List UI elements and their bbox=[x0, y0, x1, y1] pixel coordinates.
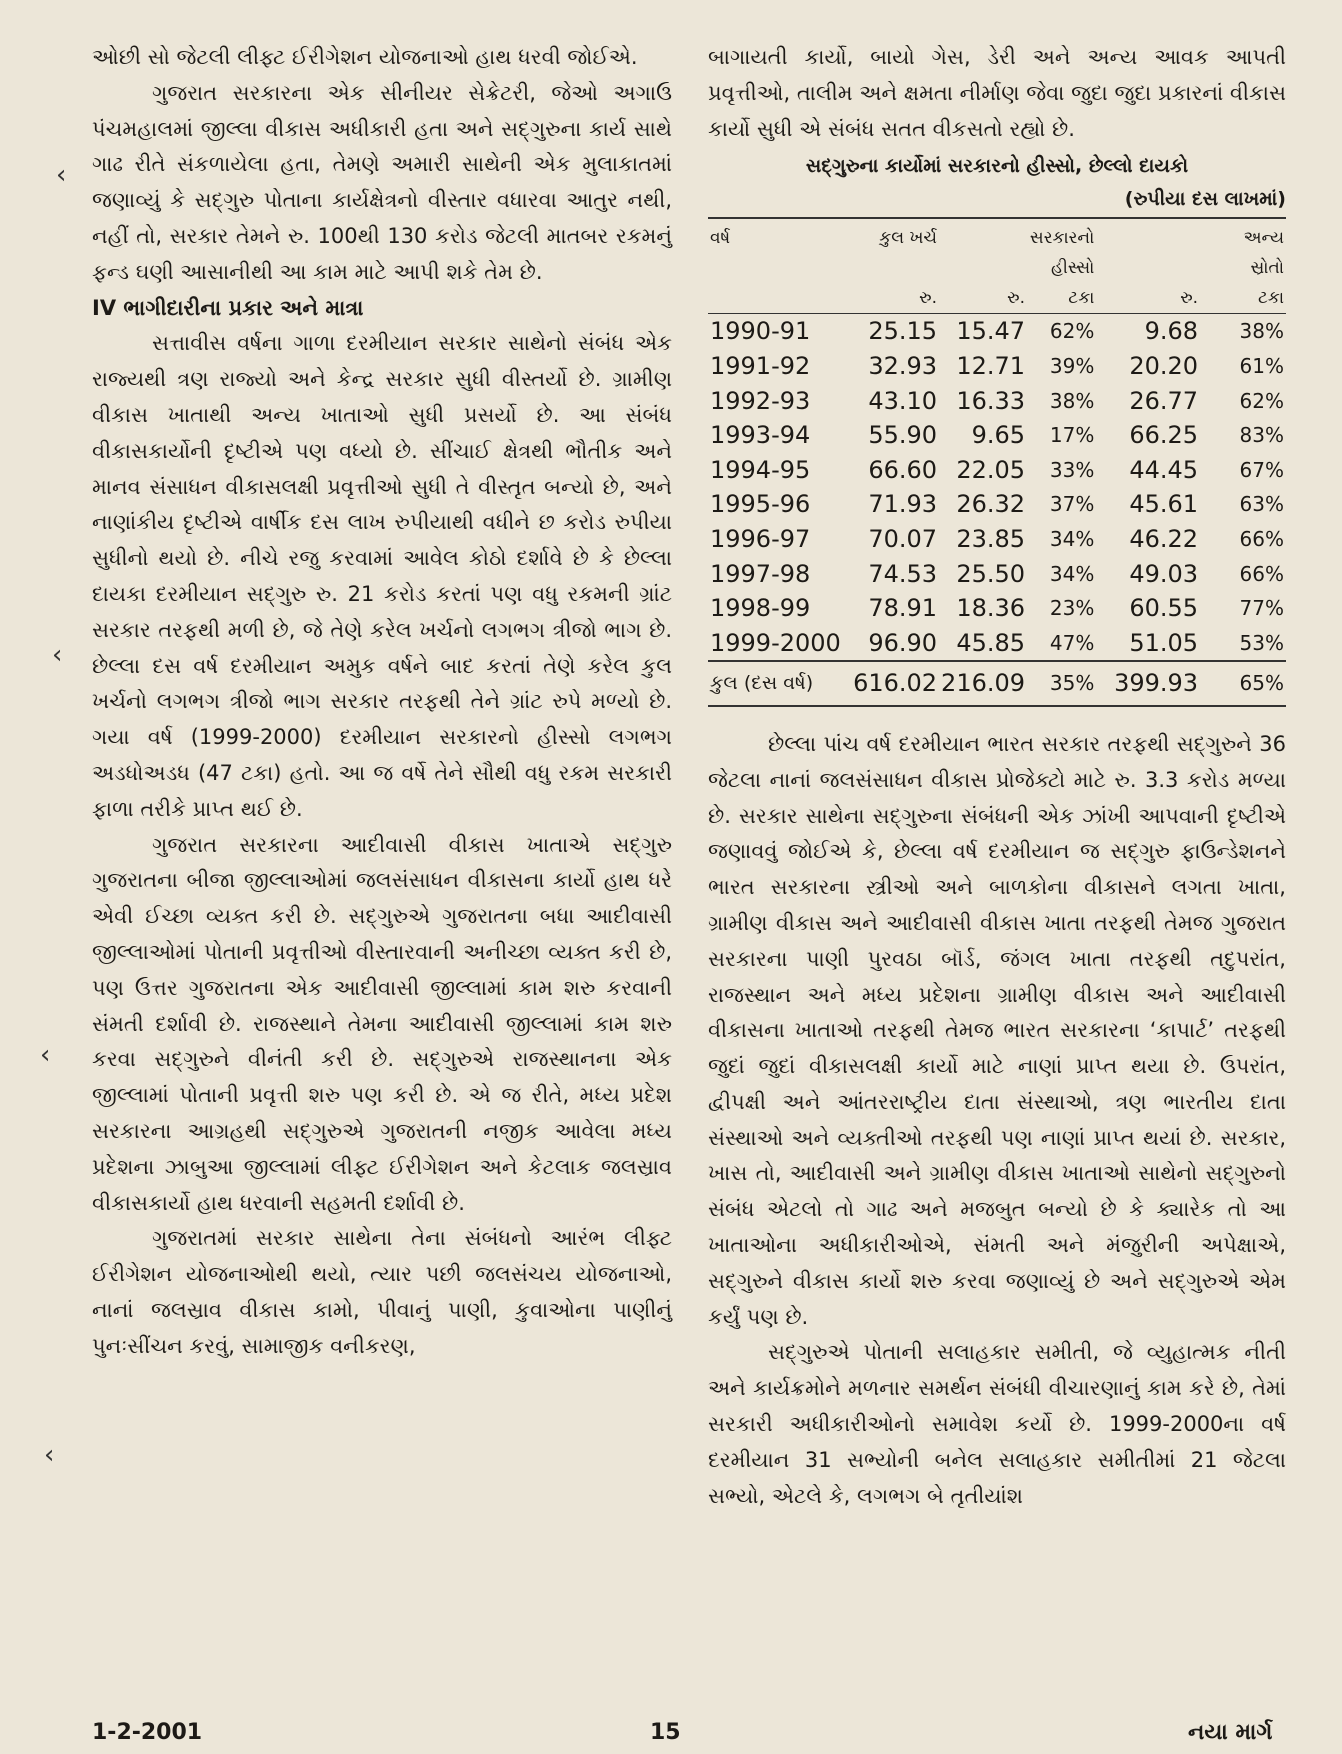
paragraph: સદ્‌ગુરુએ પોતાની સલાહકાર સમીતી, જે વ્યુહાત્મક નીતી અને કાર્યક્રમોને મળનાર સમર્થન સંબંધી વીચારણાનું કામ કરે છે, તેમાં સરકારી અધીકારીઓનો સમાવેશ કર્યો છે. 1999-2000ના વર્ષ દરમીયાન 31 સભ્યોની બનેલ સલાહકાર સમીતીમાં 21 જેટલા સભ્યો, એટલે કે, લગભગ બે તૃતીયાંશ bbox=[708, 1340, 1286, 1508]
table-cell: 61% bbox=[1239, 353, 1284, 378]
magazine-name: નયા માર્ગ bbox=[1188, 1720, 1273, 1745]
table-cell: 23.85 bbox=[956, 524, 1026, 553]
table-cell: 67% bbox=[1239, 457, 1284, 482]
table-cell: 16.33 bbox=[956, 386, 1026, 415]
table-cell: 34% bbox=[1049, 561, 1095, 586]
table-cell: 78.91 bbox=[868, 594, 938, 623]
table-cell: 66% bbox=[1239, 526, 1284, 551]
table-cell: 38% bbox=[1239, 319, 1284, 344]
table-cell: 616.02 bbox=[851, 661, 939, 706]
table-cell: 39% bbox=[1049, 353, 1095, 378]
table-cell: 399.93 bbox=[1096, 661, 1200, 706]
table-cell: 1995-96 bbox=[710, 490, 811, 519]
table-row bbox=[708, 384, 1286, 419]
table-cell: 44.45 bbox=[1129, 455, 1199, 484]
table-cell: 1991-92 bbox=[710, 351, 811, 380]
paragraph: ગુજરાતમાં સરકાર સાથેના તેના સંબંધનો આરંભ લીફ્ટ ઈરીગેશન યોજનાઓથી થયો, ત્યાર પછી જલસંચય યોજનાઓ, નાનાં જલસ્રાવ વીકાસ કામો, પીવાનું પાણી, કુવાઓના પાણીનું પુનઃસીંચન કરવું, સામાજીક વનીકરણ, bbox=[92, 1226, 672, 1358]
table-cell: 26.77 bbox=[1129, 386, 1199, 415]
funding-table bbox=[708, 217, 1286, 707]
paragraph: ગુજરાત સરકારના આદીવાસી વીકાસ ખાતાએ સદ્‌ગુરુ ગુજરાતના બીજા જીલ્લાઓમાં જલસંસાધન વીકાસના કાર્યો હાથ ધરે એવી ઈચ્છા વ્યક્ત કરી છે. સદ્‌ગુરુએ ગુજરાતના બધા આદીવાસી જીલ્લાઓમાં પોતાની પ્રવૃત્તીઓ વીસ્તારવાની અનીચ્છા વ્યક્ત કરી છે, પણ ઉત્તર ગુજરાતના એક આદીવાસી જીલ્લામાં કામ શરુ કરવાની સંમતી દર્શાવી છે. રાજસ્થાને તેમના આદીવાસી જીલ્લામાં કામ શરુ કરવા સદ્‌ગુરુને વીનંતી કરી છે. સદ્‌ગુરુએ રાજસ્થાનના એક જીલ્લામાં પોતાની પ્રવૃત્તી શરુ પણ કરી છે. એ જ રીતે, મધ્ય પ્રદેશ સરકારના આગ્રહથી સદ્‌ગુરુએ ગુજરાતની નજીક આવેલા મધ્ય પ્રદેશના ઝાબુઆ જીલ્લામાં લીફ્ટ ઈરીગેશન અને કેટલાક જલસ્રાવ વીકાસકાર્યો હાથ ધરવાની સહમતી દર્શાવી છે. bbox=[92, 832, 672, 1215]
paragraph: સત્તાવીસ વર્ષના ગાળા દરમીયાન સરકાર સાથેનો સંબંધ એક રાજ્યથી ત્રણ રાજ્યો અને કેન્દ્ર સરકાર સુધી વીસ્તર્યો છે. ગ્રામીણ વીકાસ ખાતાથી અન્ય ખાતાઓ સુધી પ્રસર્યો છે. આ સંબંધ વીકાસકાર્યોની દૃષ્ટીએ પણ વધ્યો છે. સીંચાઈ ક્ષેત્રથી ભૌતીક અને માનવ સંસાધન વીકાસલક્ષી પ્રવૃત્તીઓ સુધી તે વીસ્તૃત બન્યો છે, અને નાણાંકીય દૃષ્ટીએ વાર્ષીક દસ લાખ રુપીયાથી વધીને છ કરોડ રુપીયા સુધીનો થયો છે. નીચે રજુ કરવામાં આવેલ કોઠો દર્શાવે છે કે છેલ્લા દાયકા દરમીયાન સદ્‌ગુરુ રુ. 21 કરોડ કરતાં પણ વધુ રકમની ગ્રાંટ સરકાર તરફથી મળી છે, જે તેણે કરેલ ખર્ચનો લગભગ ત્રીજો ભાગ છે. છેલ્લા દસ વર્ષ દરમીયાન અમુક વર્ષને બાદ કરતાં તેણે કરેલ કુલ ખર્ચનો લગભગ ત્રીજો ભાગ સરકાર તરફથી તેને ગ્રાંટ રુપે મળ્યો છે. ગયા વર્ષ (1999-2000) દરમીયાન સરકારનો હીસ્સો લગભગ અડધોઅડધ (47 ટકા) હતો. આ જ વર્ષે તેને સૌથી વધુ રકમ સરકારી ફાળા તરીકે પ્રાપ્ત થઈ છે. bbox=[92, 331, 672, 821]
table-cell: 37% bbox=[1049, 492, 1095, 517]
table-cell: 43.10 bbox=[868, 386, 938, 415]
left-column bbox=[92, 40, 672, 1364]
table-cell: 66% bbox=[1239, 561, 1284, 586]
col-header-year: વર્ષ bbox=[708, 218, 851, 253]
col-header-unit: રુ. bbox=[939, 283, 1027, 314]
table-cell: 77% bbox=[1239, 596, 1284, 621]
binding-punch-mark: ‹ bbox=[52, 640, 63, 670]
table-cell: 32.93 bbox=[868, 351, 938, 380]
table-total-row bbox=[708, 661, 1286, 706]
table-cell: 1993-94 bbox=[710, 421, 811, 450]
table-cell: 49.03 bbox=[1129, 559, 1199, 588]
table-cell: 60.55 bbox=[1129, 594, 1199, 623]
table-row bbox=[708, 314, 1286, 349]
table-row bbox=[708, 349, 1286, 384]
table-cell: 25.15 bbox=[868, 317, 938, 346]
table-cell: 12.71 bbox=[956, 351, 1026, 380]
table-unit-note: (રુપીયા દસ લાખમાં) bbox=[1124, 188, 1286, 211]
table-cell: 33% bbox=[1049, 457, 1095, 482]
col-header-unit: ટકા bbox=[1027, 283, 1096, 314]
table-cell: 216.09 bbox=[939, 661, 1027, 706]
section-heading: IV ભાગીદારીના પ્રકાર અને માત્રા bbox=[92, 295, 364, 320]
table-body bbox=[708, 314, 1286, 661]
table-row bbox=[708, 487, 1286, 522]
table-cell: 17% bbox=[1049, 423, 1095, 448]
table-cell: 71.93 bbox=[868, 490, 938, 519]
table-cell: 23% bbox=[1049, 596, 1095, 621]
table-cell: 46.22 bbox=[1129, 524, 1199, 553]
col-header-unit: રુ. bbox=[1096, 283, 1200, 314]
table-cell: 1997-98 bbox=[710, 559, 811, 588]
table-cell: 26.32 bbox=[956, 490, 1026, 519]
paragraph: બાગાયતી કાર્યો, બાયો ગેસ, ડેરી અને અન્ય આવક આપતી પ્રવૃત્તીઓ, તાલીમ અને ક્ષમતા નીર્માણ જેવા જુદા જુદા પ્રકારનાં વીકાસ કાર્યો સુધી એ સંબંધ સતત વીકસતો રહ્યો છે. bbox=[708, 45, 1286, 141]
table-cell: 9.68 bbox=[1144, 317, 1199, 346]
table-cell: 45.61 bbox=[1129, 490, 1199, 519]
table-cell: 25.50 bbox=[956, 559, 1026, 588]
table-cell: 55.90 bbox=[868, 421, 938, 450]
table-cell: 83% bbox=[1239, 423, 1284, 448]
table-cell: 51.05 bbox=[1129, 628, 1199, 657]
table-cell: 63% bbox=[1239, 492, 1284, 517]
table-cell: 20.20 bbox=[1129, 351, 1199, 380]
table-cell: 74.53 bbox=[868, 559, 938, 588]
table-cell: 38% bbox=[1049, 388, 1095, 413]
table-cell: 65% bbox=[1200, 661, 1286, 706]
table-cell: 9.65 bbox=[971, 421, 1026, 450]
col-header-total: કુલ ખર્ચ bbox=[851, 218, 939, 253]
table-cell: 62% bbox=[1049, 319, 1095, 344]
table-cell: કુલ (દસ વર્ષ) bbox=[708, 661, 851, 706]
binding-punch-mark: ‹ bbox=[40, 1040, 51, 1070]
table-cell: 1994-95 bbox=[710, 455, 811, 484]
table-cell: 18.36 bbox=[956, 594, 1026, 623]
table-cell: 47% bbox=[1049, 630, 1095, 655]
table-cell: 45.85 bbox=[956, 628, 1026, 657]
paragraph: ગુજરાત સરકારના એક સીનીયર સેક્રેટરી, જેઓ અગાઉ પંચમહાલમાં જીલ્લા વીકાસ અધીકારી હતા અને સદ્‌ગુરુના કાર્ય સાથે ગાઢ રીતે સંકળાયેલા હતા, તેમણે અમારી સાથેની એક મુલાકાતમાં જણાવ્યું કે સદ્‌ગુરુ પોતાના કાર્યક્ષેત્રનો વીસ્તાર વધારવા આતુર નથી, નહીં તો, સરકાર તેમને રુ. 100થી 130 કરોડ જેટલી માતબર રકમનું ફન્ડ ઘણી આસાનીથી આ કામ માટે આપી શકે તેમ છે. bbox=[92, 80, 672, 284]
table-cell: 34% bbox=[1049, 526, 1095, 551]
col-header-gov: સરકારનો bbox=[1027, 218, 1096, 253]
col-header-other-2: સ્રોતો bbox=[1250, 258, 1284, 279]
paragraph: છેલ્લા પાંચ વર્ષ દરમીયાન ભારત સરકાર તરફથી સદ્‌ગુરુને 36 જેટલા નાનાં જલસંસાધન વીકાસ પ્રોજેક્ટો માટે રુ. 3.3 કરોડ મળ્યા છે. સરકાર સાથેના સદ્‌ગુરુના સંબંધની એક ઝાંખી આપવાની દૃષ્ટીએ જણાવવું જોઈએ કે, છેલ્લા વર્ષ દરમીયાન જ સદ્‌ગુરુ ફાઉન્ડેશનને ભારત સરકારના સ્ત્રીઓ અને બાળકોના વીકાસને લગતા ખાતા, ગ્રામીણ વીકાસ અને આદીવાસી વીકાસ ખાતા તરફથી તેમજ ગુજરાત સરકારના પાણી પુરવઠા બૉર્ડ, જંગલ ખાતા તરફથી તદુપરાંત, રાજસ્થાન અને મધ્ય પ્રદેશના ગ્રામીણ વીકાસ અને આદીવાસી વીકાસના ખાતાઓ તરફથી તેમજ ભારત સરકારના ‘કાપાર્ટ’ તરફથી જુદાં જુદાં વીકાસલક્ષી કાર્યો માટે નાણાં પ્રાપ્ત થયા છે. ઉપરાંત, દ્વીપક્ષી અને આંતરરાષ્ટ્રીય દાતા સંસ્થાઓ, ત્રણ ભારતીય દાતા સંસ્થાઓ અને વ્યક્તીઓ તરફથી પણ નાણાં પ્રાપ્ત થયાં છે. સરકાર, ખાસ તો, આદીવાસી અને ગ્રામીણ વીકાસ ખાતાઓ સાથેનો સદ્‌ગુરુનો સંબંધ એટલો તો ગાઢ અને મજબુત બન્યો છે કે ક્યારેક તો આ ખાતાઓના અધીકારીઓએ, સંમતી અને મંજુરીની અપેક્ષાએ, સદ્‌ગુરુને વીકાસ કાર્યો શરુ કરવા જણાવ્યું છે અને સદ્‌ગુરુએ એમ કર્યું પણ છે. bbox=[708, 731, 1286, 1329]
table-row bbox=[708, 522, 1286, 557]
table-row bbox=[708, 453, 1286, 488]
table-cell: 15.47 bbox=[956, 317, 1026, 346]
table-cell: 53% bbox=[1239, 630, 1284, 655]
col-header-unit: રુ. bbox=[851, 283, 939, 314]
table-cell: 1996-97 bbox=[710, 524, 811, 553]
col-header-unit: ટકા bbox=[1200, 283, 1286, 314]
table-row bbox=[708, 626, 1286, 662]
table-cell: 1990-91 bbox=[710, 317, 811, 346]
col-header-other: અન્ય bbox=[1200, 218, 1286, 253]
issue-date: 1-2-2001 bbox=[92, 1720, 203, 1745]
table-cell: 22.05 bbox=[956, 455, 1026, 484]
table-cell: 35% bbox=[1027, 661, 1096, 706]
table-cell: 96.90 bbox=[868, 628, 938, 657]
table-cell: 66.60 bbox=[868, 455, 938, 484]
table-cell: 70.07 bbox=[868, 524, 938, 553]
table-cell: 66.25 bbox=[1129, 421, 1199, 450]
table-row bbox=[708, 557, 1286, 592]
table-cell: 1999-2000 bbox=[710, 628, 841, 657]
page-number: 15 bbox=[650, 1720, 681, 1745]
col-header-gov-2: હીસ્સો bbox=[1050, 258, 1095, 279]
binding-punch-mark: ‹ bbox=[44, 1440, 55, 1470]
right-column bbox=[708, 40, 1286, 1514]
table-cell: 62% bbox=[1239, 388, 1284, 413]
binding-punch-mark: ‹ bbox=[56, 160, 67, 190]
table-row bbox=[708, 591, 1286, 626]
table-cell: 1992-93 bbox=[710, 386, 811, 415]
table-cell: 1998-99 bbox=[710, 594, 811, 623]
paragraph: ઓછી સો જેટલી લીફ્ટ ઈરીગેશન યોજનાઓ હાથ ધરવી જોઈએ. bbox=[92, 45, 638, 69]
table-row bbox=[708, 418, 1286, 453]
table-caption: સદ્‌ગુરુના કાર્યોમાં સરકારનો હીસ્સો, છેલ્લો દાયકો bbox=[805, 155, 1189, 178]
